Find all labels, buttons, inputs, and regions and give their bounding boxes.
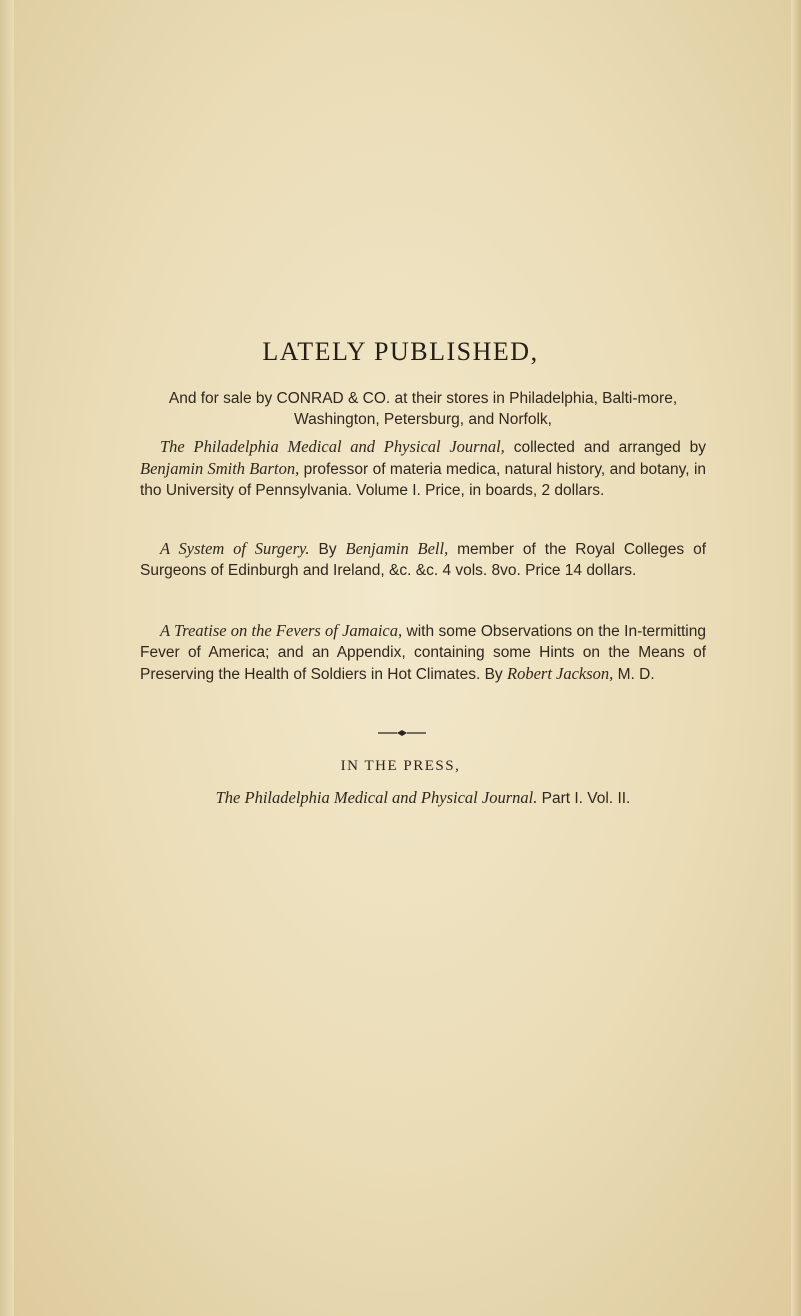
entry-title: The Philadelphia Medical and Physical Journal, [160, 437, 505, 456]
entry-author: Benjamin Bell, [345, 539, 449, 558]
entry-author: Robert Jackson, [507, 664, 614, 683]
press-heading: IN THE PRESS, [340, 758, 461, 774]
press-entry [140, 788, 706, 808]
page-heading: LATELY PUBLISHED, [262, 337, 539, 366]
entry-text: collected and arranged by [504, 439, 706, 456]
intro-paragraph: And for sale by CONRAD & CO. at their stores in Philadelphia, Balti-more, Washington, Petersburg, and Norfolk, [168, 390, 678, 428]
page-edge-left [0, 0, 14, 1316]
entry-text: member of the Royal Colleges of Surgeons of Edinburgh and Ireland, &c. &c. 4 vols. 8vo. Price 14 dollars. [140, 541, 707, 579]
press-text: Part I. Vol. II. [537, 790, 631, 807]
page-edge-right [791, 0, 801, 1316]
entry-text: M. D. [613, 666, 655, 683]
ornament-divider [378, 729, 426, 737]
entry-title: A System of Surgery. [160, 539, 310, 558]
entry-surgery [140, 538, 706, 581]
entry-author: Benjamin Smith Barton, [140, 459, 300, 478]
entry-text: with some Observations on the In-termitting Fever of America; and an Appendix, containing some Hints on the Means of Preserving the Health of Soldiers in Hot Climates. By [140, 623, 706, 683]
entry-journal [140, 436, 706, 501]
press-title: The Philadelphia Medical and Physical Journal. [215, 788, 538, 807]
entry-text: professor of materia medica, natural history, and botany, in tho University of Pennsylvania. Volume I. Price, in boards, 2 dollars. [140, 461, 707, 499]
entry-title: A Treatise on the Fevers of Jamaica, [160, 621, 403, 640]
entry-treatise [140, 620, 706, 685]
entry-text: By [309, 541, 346, 558]
